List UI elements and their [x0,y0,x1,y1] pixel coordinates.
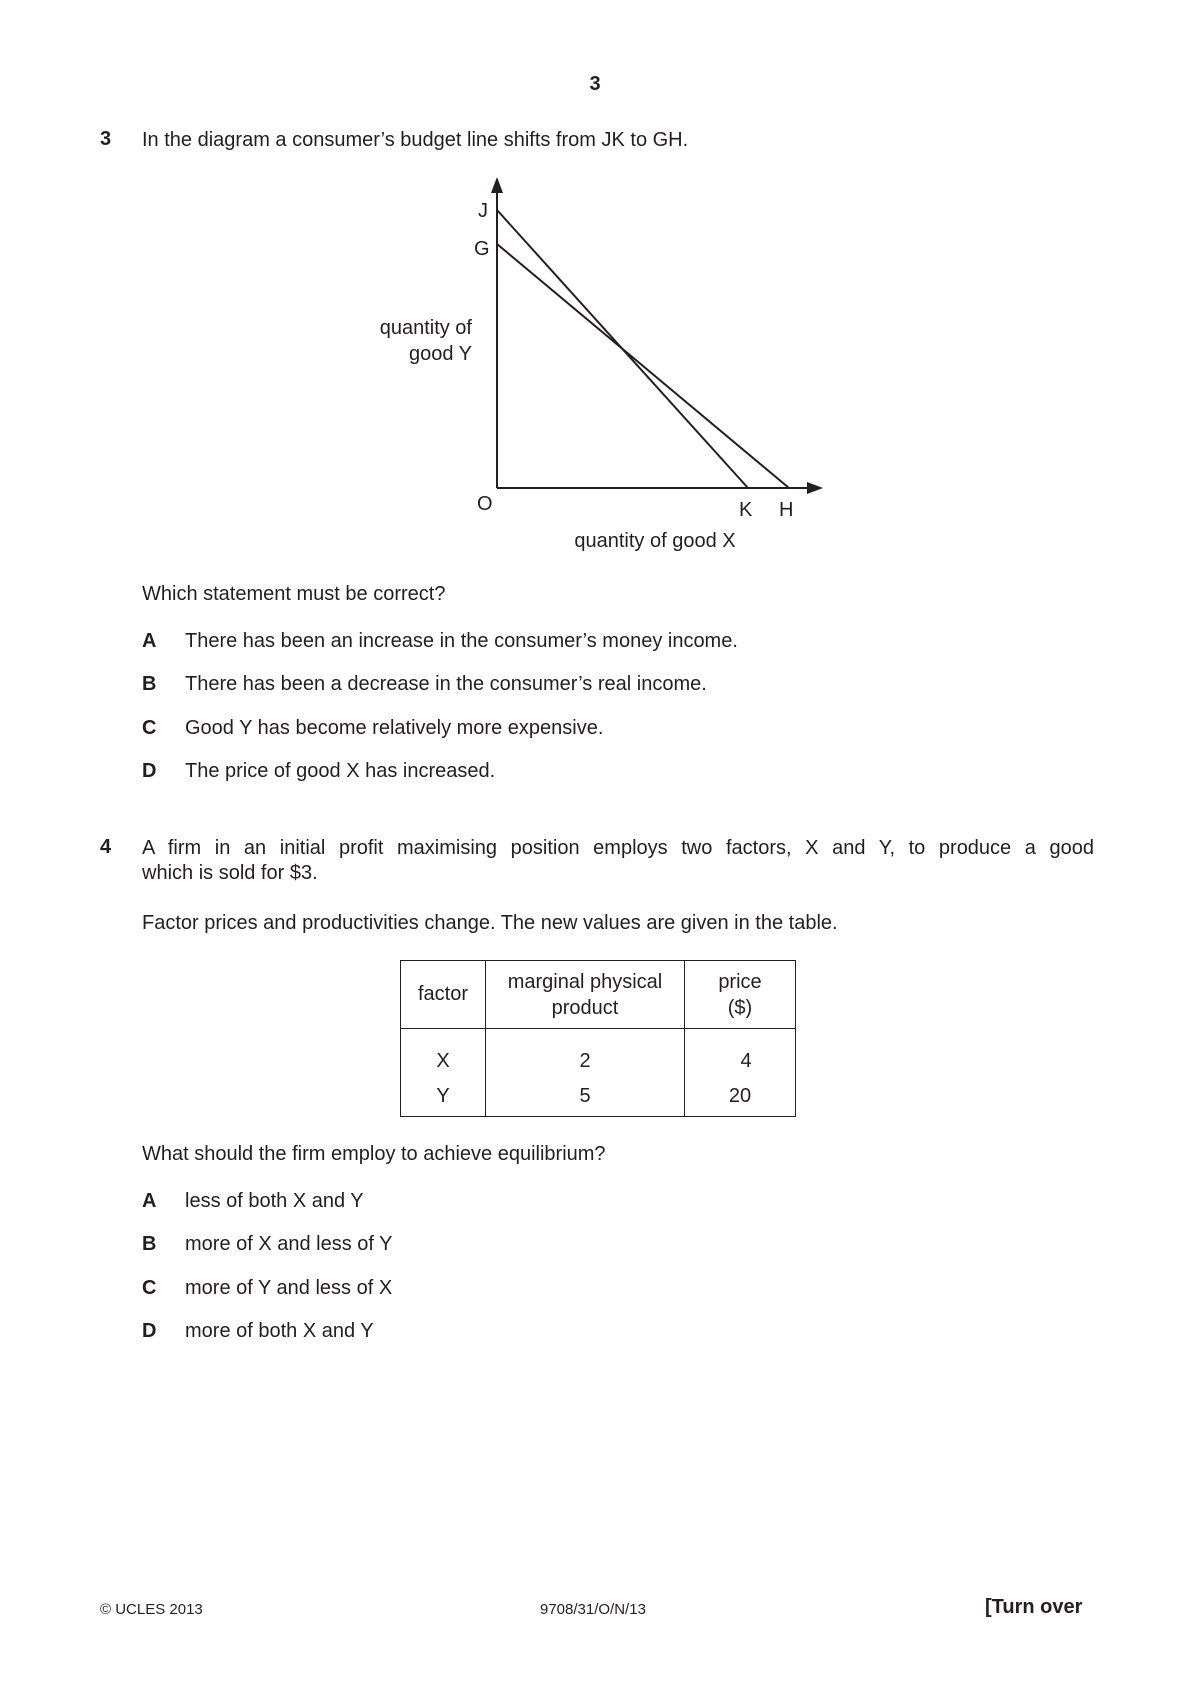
budget-line-gh [497,244,789,488]
question-4-intro: Factor prices and productivities change. The new values are given in the table. [142,912,838,934]
q4-option-a-text: less of both X and Y [185,1190,364,1212]
row-y-price: 20 [685,1077,796,1117]
y-axis-label-line1: quantity of [379,317,472,339]
q4-option-d-letter: D [142,1320,157,1342]
y-axis-arrow [491,177,503,193]
row-x-factor: X [401,1029,486,1077]
footer-copyright: © UCLES 2013 [100,1601,203,1618]
header-mpp-line2: product [551,996,619,1019]
q4-option-c-text: more of Y and less of X [185,1277,393,1299]
label-j: J [478,200,488,222]
q4-option-b-text: more of X and less of Y [185,1233,393,1255]
q3-option-c-text: Good Y has become relatively more expensive. [185,717,604,739]
question-4-stem-line2: which is sold for $3. [142,862,318,884]
q4-option-a-letter: A [142,1190,157,1212]
budget-line-diagram [0,0,1190,560]
label-origin: O [477,493,493,515]
row-y-mpp: 5 [486,1077,685,1117]
q4-option-b-letter: B [142,1233,157,1255]
x-axis-arrow [807,482,823,494]
y-axis-label-line2: good Y [408,343,472,365]
header-mpp [486,961,685,1029]
table-header-row [401,961,796,1029]
header-factor: factor [401,961,486,1029]
q3-option-d-letter: D [142,760,157,782]
q3-option-b-text: There has been a decrease in the consumer’s real income. [185,673,707,695]
row-x-price: 4 [685,1029,796,1077]
header-price-line1: price [718,970,762,993]
question-4-prompt: What should the firm employ to achieve equilibrium? [142,1143,606,1165]
q3-option-a-text: There has been an increase in the consumer’s money income. [185,630,738,652]
question-4-stem-line1: A firm in an initial profit maximising position employs two factors, X and Y, to produce a good [142,837,1094,859]
table-row [401,1077,796,1117]
q3-option-a-letter: A [142,630,157,652]
q3-option-c-letter: C [142,717,157,739]
q3-option-d-text: The price of good X has increased. [185,760,496,782]
question-3-prompt: Which statement must be correct? [142,583,446,605]
question-4-number: 4 [100,836,112,858]
footer-turn-over: [Turn over [985,1596,1083,1618]
label-g: G [474,238,490,260]
question-3-stem: In the diagram a consumer’s budget line shifts from JK to GH. [142,129,689,151]
q3-option-b-letter: B [142,673,157,695]
q4-option-d-text: more of both X and Y [185,1320,374,1342]
label-k: K [739,499,753,521]
question-3-number: 3 [100,128,112,150]
row-y-factor: Y [401,1077,486,1117]
q4-option-c-letter: C [142,1277,157,1299]
header-mpp-line1: marginal physical [507,970,663,993]
header-price-line2: ($) [727,996,753,1019]
row-x-mpp: 2 [486,1029,685,1077]
table-row [401,1029,796,1077]
x-axis-label: quantity of good X [574,530,736,552]
header-price [685,961,796,1029]
footer-code: 9708/31/O/N/13 [540,1601,646,1618]
factor-table [400,960,796,1117]
label-h: H [779,499,794,521]
page-number: 3 [589,73,601,95]
